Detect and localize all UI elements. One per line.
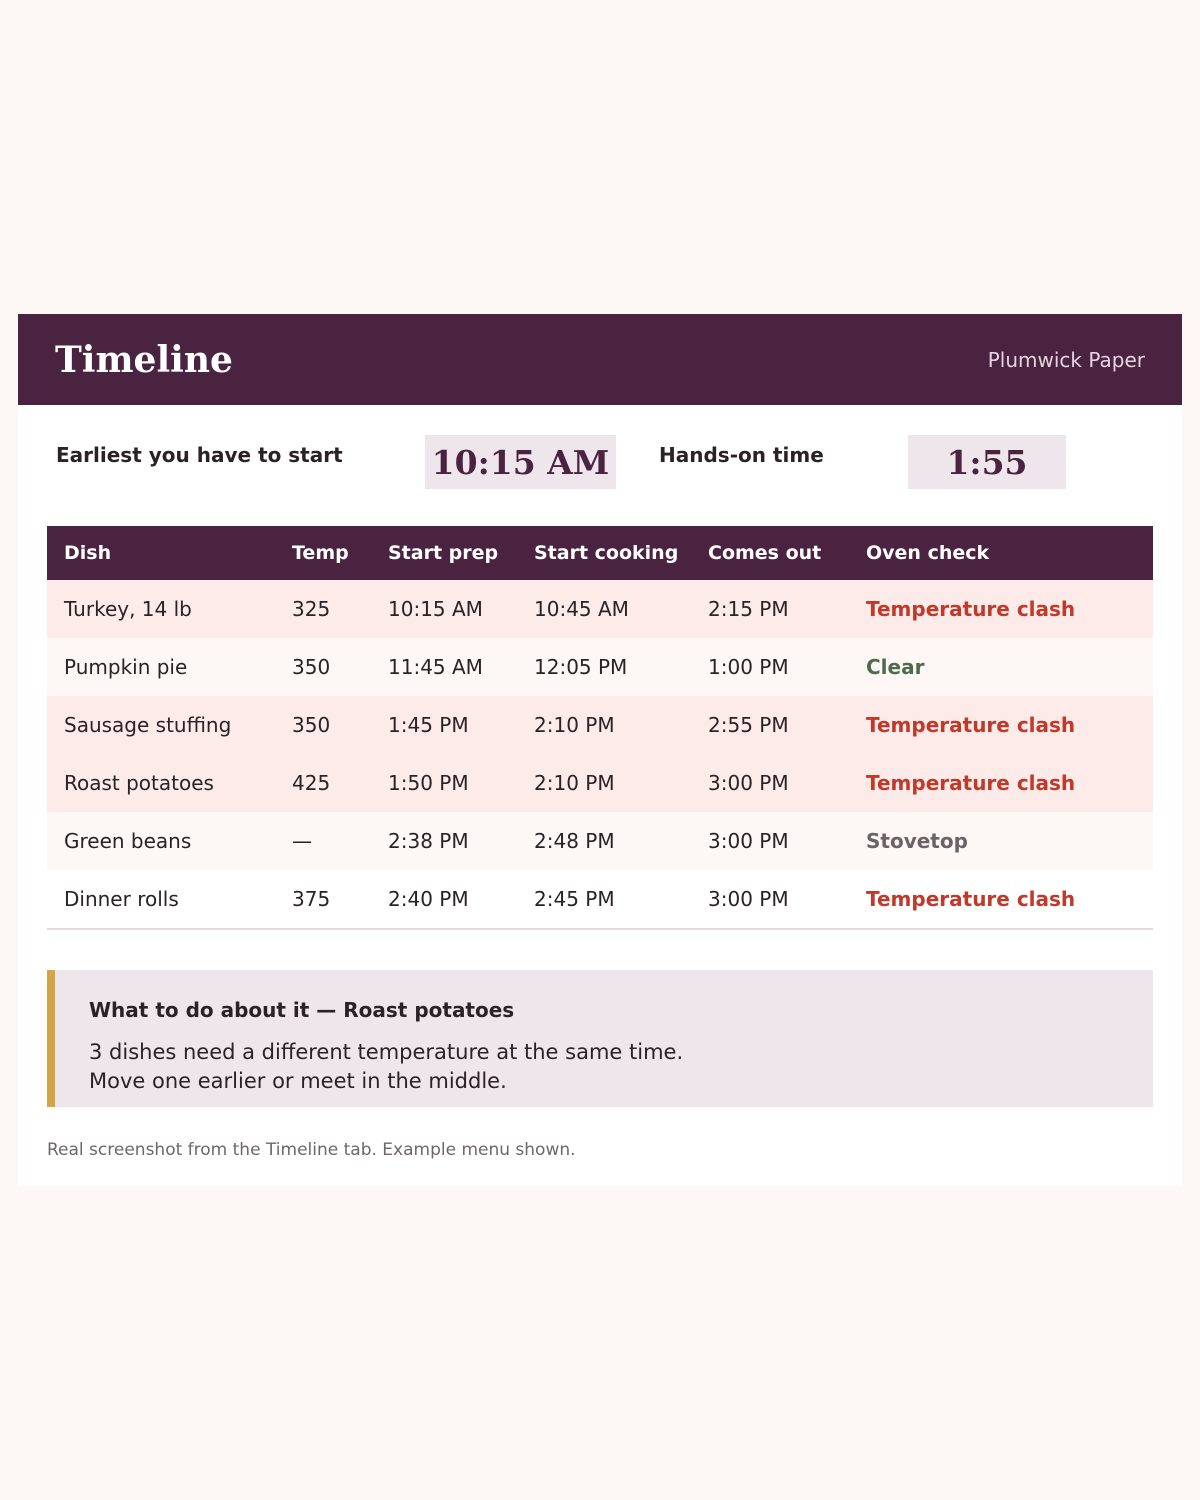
cell-oven-check: Stovetop — [866, 829, 968, 853]
cell-comes-out: 3:00 PM — [708, 887, 789, 911]
col-start-prep: Start prep — [388, 542, 499, 564]
earliest-start-value: 10:15 AM — [425, 435, 616, 489]
cell-oven-check: Temperature clash — [866, 597, 1076, 621]
cell-start-cooking: 2:48 PM — [534, 829, 615, 853]
brand-name: Plumwick Paper — [987, 347, 1145, 372]
hands-on-label: Hands-on time — [659, 443, 824, 467]
advice-line-1: 3 dishes need a different temperature at the same time. — [89, 1040, 684, 1064]
earliest-start-label: Earliest you have to start — [56, 443, 343, 467]
cell-temp: 425 — [292, 771, 331, 795]
cell-start-prep: 1:45 PM — [388, 713, 469, 737]
timeline-card — [18, 314, 1182, 1186]
hands-on-value: 1:55 — [908, 435, 1066, 489]
table-header — [47, 526, 1153, 580]
cell-dish: Pumpkin pie — [64, 655, 188, 679]
cell-comes-out: 3:00 PM — [708, 829, 789, 853]
cell-start-prep: 1:50 PM — [388, 771, 469, 795]
col-temp: Temp — [292, 542, 349, 564]
col-oven-check: Oven check — [866, 542, 990, 564]
cell-start-cooking: 2:10 PM — [534, 713, 615, 737]
cell-temp: 350 — [292, 655, 331, 679]
cell-start-cooking: 10:45 AM — [534, 597, 629, 621]
cell-oven-check: Temperature clash — [866, 887, 1076, 911]
advice-callout — [47, 970, 1153, 1107]
cell-temp: 325 — [292, 597, 331, 621]
cell-oven-check: Temperature clash — [866, 713, 1076, 737]
cell-start-prep: 2:40 PM — [388, 887, 469, 911]
page-title: Timeline — [55, 338, 233, 381]
cell-start-cooking: 2:45 PM — [534, 887, 615, 911]
cell-oven-check: Clear — [866, 655, 925, 679]
table-row — [47, 754, 1153, 812]
cell-dish: Sausage stuffing — [64, 713, 232, 737]
advice-title: What to do about it — Roast potatoes — [89, 998, 515, 1022]
timeline-table — [47, 526, 1153, 930]
table-row — [47, 580, 1153, 638]
cell-dish: Turkey, 14 lb — [64, 597, 192, 621]
cell-comes-out: 2:15 PM — [708, 597, 789, 621]
cell-oven-check: Temperature clash — [866, 771, 1076, 795]
cell-dish: Roast potatoes — [64, 771, 214, 795]
cell-dish: Dinner rolls — [64, 887, 179, 911]
cell-start-prep: 10:15 AM — [388, 597, 483, 621]
table-row — [47, 638, 1153, 696]
cell-start-prep: 2:38 PM — [388, 829, 469, 853]
cell-start-cooking: 2:10 PM — [534, 771, 615, 795]
header-bar — [18, 314, 1182, 405]
col-start-cooking: Start cooking — [534, 542, 679, 564]
cell-temp: 375 — [292, 887, 331, 911]
cell-comes-out: 1:00 PM — [708, 655, 789, 679]
cell-dish: Green beans — [64, 829, 192, 853]
col-dish: Dish — [64, 542, 112, 564]
table-row — [47, 870, 1153, 930]
col-comes-out: Comes out — [708, 542, 822, 564]
cell-comes-out: 2:55 PM — [708, 713, 789, 737]
cell-temp: 350 — [292, 713, 331, 737]
advice-line-2: Move one earlier or meet in the middle. — [89, 1069, 507, 1093]
table-row — [47, 696, 1153, 754]
cell-temp: — — [292, 829, 312, 853]
cell-start-prep: 11:45 AM — [388, 655, 483, 679]
cell-start-cooking: 12:05 PM — [534, 655, 628, 679]
footnote: Real screenshot from the Timeline tab. Example menu shown. — [47, 1140, 576, 1160]
table-row — [47, 812, 1153, 870]
cell-comes-out: 3:00 PM — [708, 771, 789, 795]
